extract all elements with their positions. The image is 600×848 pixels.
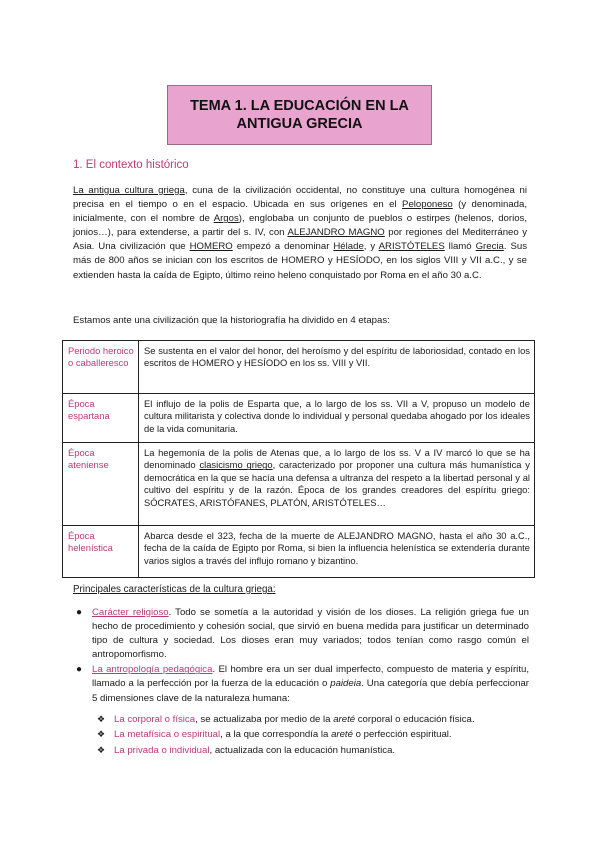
diamond-bullet-icon: ❖: [97, 729, 106, 740]
term-peloponeso: Peloponeso: [402, 199, 453, 211]
table-row: [63, 443, 535, 526]
era-name: Época espartana: [63, 394, 139, 443]
term-argos: Argos: [213, 213, 239, 225]
term-homero: HOMERO: [189, 241, 233, 253]
era-description: Abarca desde el 323, fecha de la muerte de ALEJANDRO MAGNO, hasta el año 30 a.C., fecha de la caída de Egipto por Roma, si bien la influencia helenística se extendería durante varios siglos a través del influjo romano y bizantino.: [139, 526, 535, 578]
term-antigua-cultura: La antigua cultura griega: [73, 185, 185, 196]
term-helade: Hélade: [333, 241, 364, 253]
diamond-bullet-icon: ❖: [97, 744, 106, 755]
eras-intro: Estamos ante una civilización que la historiografía ha dividido en 4 etapas:: [73, 315, 390, 326]
eras-table: [62, 340, 535, 578]
characteristics-list: [73, 606, 529, 759]
section-heading-context: 1. El contexto histórico: [73, 159, 189, 171]
title-line-2: ANTIGUA GRECIA: [236, 116, 363, 132]
era-description: Se sustenta en el valor del honor, del heroísmo y del espíritu de laboriosidad, contado en los escritos de HOMERO y HESÍODO en los ss. VIII y VII.: [139, 341, 535, 394]
list-item: ❖ La corporal o física, se actualizaba por medio de la areté corporal o educación física.: [92, 712, 529, 728]
section-heading-characteristics: Principales características de la cultura griega:: [73, 584, 276, 595]
title-box: [167, 85, 432, 145]
list-item: ● Carácter religioso. Todo se sometía a la autoridad y visión de los dioses. La religión griega fue un hecho de procedimiento y cohesión social, que sirvió en buena medida para justificar un determinado tipo de cultura y sociedad. Los dioses eran muy variados; todos tenían como rasgo común el antropomorfismo.: [76, 607, 529, 661]
dimension-label: La metafísica o espiritual: [114, 729, 221, 741]
table-row: [63, 526, 535, 578]
era-name: Época helenística: [63, 526, 139, 578]
term-grecia: Grecia: [475, 241, 504, 253]
bullet-icon: ●: [76, 664, 83, 676]
era-name: Periodo heroico o caballeresco: [63, 341, 139, 394]
diamond-bullet-icon: ❖: [97, 713, 106, 724]
term-clasicismo-griego: clasicismo griego: [199, 459, 273, 471]
era-description: La hegemonía de la polis de Atenas que, a lo largo de los ss. V a IV marcó lo que se ha denominado clasicismo griego, caracterizado por proponer una cultura más humanística y democrática en la que se hacía una defensa a ultranza del respeto a la libertad personal y al cultivo del espíritu y de la razón. Época de los grandes creadores del espíritu griego: SÓCRATES, ARISTÓFANES, PLATÓN, ARISTÓTELES…: [139, 443, 535, 526]
characteristic-label[interactable]: Carácter religioso: [92, 607, 169, 618]
era-description: El influjo de la polis de Esparta que, a lo largo de los ss. VII a V, propuso un modelo de cultura militarista y colectiva donde lo individual y personal quedaba ahogado por los ideales de la vida comunitaria.: [139, 394, 535, 443]
list-item: ❖ La privada o individual, actualizada con la educación humanística.: [92, 743, 529, 759]
term-alejandro-magno: ALEJANDRO MAGNO: [287, 227, 385, 239]
era-name: Época ateniense: [63, 443, 139, 526]
dimension-label: La corporal o física: [114, 713, 196, 725]
dimensions-list: [92, 712, 529, 759]
list-item: ● La antropología pedagógica. El hombre era un ser dual imperfecto, compuesto de materia y espíritu, llamado a la perfección por la fuerza de la educación o paideia. Una categoría que debía perfeccionar 5 dimensiones clave de la naturaleza humana: ❖ La corporal o física, se actualizaba por medio de la areté corporal o educación física. ❖ La metafísica o espiritual, a la que correspondía la areté o perfección espiritual. ❖ La privada o individual, actualizada con la educación humanística.: [73, 663, 529, 758]
bullet-icon: ●: [76, 607, 83, 618]
dimension-label: La privada o individual: [114, 744, 210, 756]
table-row: [63, 394, 535, 443]
title-line-1: TEMA 1. LA EDUCACIÓN EN LA: [190, 98, 409, 114]
term-aristoteles: ARISTÓTELES: [378, 241, 445, 253]
characteristic-label[interactable]: La antropología pedagógica: [92, 664, 213, 676]
table-row: [63, 341, 535, 394]
context-paragraph: La antigua cultura griega, cuna de la civilización occidental, no constituye una cultura homogénea ni precisa en el tiempo o en el espacio. Ubicada en sus orígenes en el Peloponeso (y denominada, inicialmente, con el nombre de Argos), englobaba un conjunto de pueblos o estirpes (helenos, dorios, jonios…), para extenderse, a partir del s. IV, con ALEJANDRO MAGNO por regiones del Mediterráneo y Asia. Una civilización que HOMERO empezó a denominar Hélade, y ARISTÓTELES llamó Grecia. Sus más de 800 años se inician con los escritos de HOMERO y HESÍODO, en los siglos VIII y VII a.C., y se extienden hasta la caída de Egipto, último reino heleno conquistado por Roma en el año 30 a.C.: [73, 185, 528, 281]
list-item: ❖ La metafísica o espiritual, a la que correspondía la areté o perfección espiritual.: [92, 727, 529, 743]
